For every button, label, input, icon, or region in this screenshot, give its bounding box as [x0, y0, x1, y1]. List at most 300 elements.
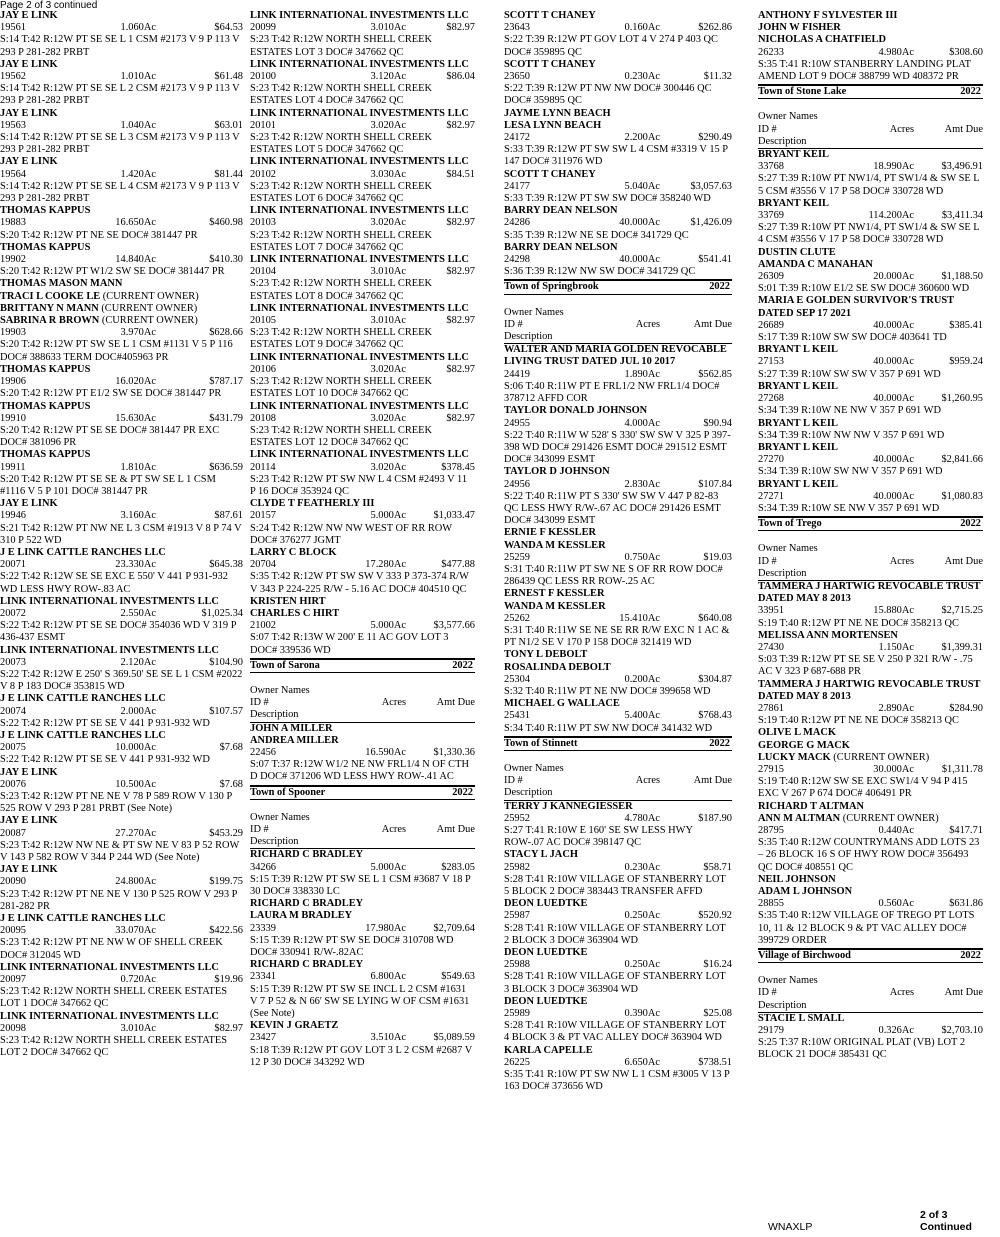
parcel-id-line	[504, 479, 732, 491]
parcel-description: S:23 T:42 R:12W PT SW NW L 4 CSM #2493 V 11 P 16 DOC# 353924 QC	[250, 473, 468, 497]
parcel-id-line	[758, 271, 983, 283]
owner-name: DEON LUEDTKE	[504, 947, 588, 959]
parcel-id: 20704	[250, 559, 276, 571]
parcel-amount-due: $460.98	[209, 217, 243, 229]
parcel-description: S:27 T:39 R:10W PT NW1/4, PT SW1/4 & SW SE L 4 CSM #3556 V 17 P 58 DOC# 330728 WD	[758, 222, 980, 246]
parcel-id: 25988	[504, 959, 530, 971]
parcel-id: 19946	[0, 510, 26, 522]
parcel-id: 20099	[250, 22, 276, 34]
parcel-id: 20087	[0, 827, 26, 839]
parcel-amount-due: $1,311.78	[941, 763, 983, 775]
owner-name: ADAM L JOHNSON	[758, 886, 853, 898]
owner-name: STACIE L SMALL	[758, 1012, 845, 1024]
label-description: Description	[250, 709, 299, 721]
parcel-id: 20108	[250, 412, 276, 424]
parcel-amount-due: $1,025.34	[201, 607, 243, 619]
parcel-acres: 0.750Ac	[624, 551, 660, 563]
parcel-id-line	[0, 876, 243, 888]
parcel-amount-due: $107.57	[209, 705, 243, 717]
parcel-description: S:23 T:42 R:12W NORTH SHELL CREEK ESTATES LOT 12 DOC# 347662 QC	[250, 424, 432, 449]
parcel-acres: 0.160Ac	[624, 22, 660, 34]
parcel-entry	[758, 630, 983, 679]
parcel-description: S:35 T:40 R:12W COUNTRYMANS ADD LOTS 23 – 26 BLOCK 16 S OF HWY ROW DOC# 356493 QC DOC# 408551 QC	[758, 837, 980, 873]
parcel-entry	[250, 59, 475, 108]
parcel-description: S:28 T:41 R:10W VILLAGE OF STANBERRY LOT 5 BLOCK 2 DOC# 383443 TRANSFER AFFD	[504, 873, 726, 898]
owner-name: BRYANT KEIL	[758, 197, 829, 209]
parcel-entry	[250, 352, 475, 401]
parcel-acres: 3.020Ac	[370, 119, 406, 131]
parcel-id-line	[250, 217, 475, 229]
parcel-id-line	[758, 47, 983, 59]
parcel-id: 23339	[250, 922, 276, 934]
parcel-amount-due: $104.90	[209, 656, 243, 668]
owner-name: J E LINK CATTLE RANCHES LLC	[0, 913, 166, 925]
parcel-id-line	[758, 825, 983, 837]
parcel-id-line	[504, 710, 732, 722]
label-owner-names: Owner Names	[250, 811, 310, 823]
parcel-description: S:19 T:40 R:12W PT NE NE DOC# 358213 QC	[758, 617, 959, 629]
parcel-amount-due: $1,260.95	[941, 393, 983, 405]
parcel-entry	[0, 815, 243, 864]
parcel-amount-due: $63.01	[214, 119, 243, 131]
parcel-amount-due: $549.63	[441, 971, 475, 983]
owner-name: ANN M ALTMAN (CURRENT OWNER)	[758, 812, 939, 824]
parcel-entry	[0, 205, 243, 242]
parcel-acres: 33.070Ac	[115, 925, 156, 937]
owner-name: THOMAS KAPPUS	[0, 363, 91, 375]
town-header	[504, 736, 732, 751]
parcel-description: S:35 T:42 R:12W PT SW SW V 333 P 373-374 R/W V 343 P 224-225 R/W - 5.16 AC DOC# 404510 QC	[250, 571, 469, 595]
parcel-description: S:20 T:42 R:12W PT W1/2 SW SE DOC# 381447 PR	[0, 266, 225, 278]
parcel-acres: 24.800Ac	[115, 876, 156, 888]
parcel-id-line	[250, 620, 475, 632]
owner-name: THOMAS KAPPUS	[0, 400, 91, 412]
parcel-acres: 3.020Ac	[370, 461, 406, 473]
parcel-id-line	[0, 559, 243, 571]
column-labels	[250, 812, 475, 850]
parcel-id: 20157	[250, 510, 276, 522]
parcel-description: S:23 T:42 R:12W NORTH SHELL CREEK ESTATES LOT 5 DOC# 347662 QC	[250, 132, 432, 156]
parcel-entry	[250, 1020, 475, 1069]
parcel-amount-due: $87.61	[214, 510, 243, 522]
parcel-description: S:15 T:39 R:12W PT SW SE INCL L 2 CSM #1631 V 7 P 52 & N 66' SW SE LYING W OF CSM #1631 (See Note)	[250, 983, 470, 1020]
parcel-amount-due: $1,188.50	[941, 271, 983, 283]
parcel-amount-due: $2,703.10	[941, 1025, 983, 1037]
parcel-id-line	[504, 22, 732, 34]
parcel-id-line	[0, 413, 243, 425]
parcel-id-line	[504, 181, 732, 193]
parcel-id: 19906	[0, 376, 26, 388]
parcel-id-line	[504, 254, 732, 266]
parcel-amount-due: $628.66	[209, 327, 243, 339]
parcel-entry	[504, 10, 732, 59]
parcel-acres: 0.250Ac	[624, 910, 660, 922]
parcel-id: 34266	[250, 861, 276, 873]
owner-name: ANTHONY F SYLVESTER III	[758, 10, 898, 21]
parcel-entry	[504, 205, 732, 242]
page-header: Page 2 of 3 continued	[0, 0, 98, 11]
parcel-acres: 15.410Ac	[619, 612, 660, 624]
parcel-amount-due: $25.08	[703, 1008, 732, 1020]
parcel-acres: 16.650Ac	[115, 217, 156, 229]
label-acres: Acres	[381, 824, 406, 835]
parcel-description: S:14 T:42 R:12W PT SE SE L 4 CSM #2173 V 9 P 113 V 293 P 281-282 PRBT	[0, 180, 240, 205]
parcel-acres: 0.200Ac	[624, 673, 660, 685]
parcel-entry	[250, 401, 475, 450]
parcel-id: 27861	[758, 702, 784, 714]
parcel-acres: 1.040Ac	[120, 119, 156, 131]
parcel-amount-due: $3,496.91	[941, 161, 983, 173]
parcel-acres: 0.250Ac	[624, 959, 660, 971]
parcel-acres: 1.150Ac	[878, 641, 914, 653]
label-acres: Acres	[635, 775, 660, 787]
parcel-entry	[758, 198, 983, 247]
parcel-entry	[0, 767, 243, 816]
parcel-entry	[0, 1011, 243, 1060]
town-section	[758, 948, 983, 1062]
owner-name: JAY E LINK	[0, 766, 58, 778]
parcel-description: S:22 T:42 R:12W E 250' S 369.50' SE SE L 1 CSM #2022 V 8 P 183 DOC# 353815 WD	[0, 668, 243, 693]
parcel-amount-due: $308.60	[949, 46, 983, 58]
column-4	[758, 10, 983, 1062]
label-description: Description	[758, 567, 807, 579]
parcel-amount-due: $3,577.66	[433, 620, 475, 632]
parcel-id-line	[250, 413, 475, 425]
owner-name: DEON LUEDTKE	[504, 898, 588, 910]
parcel-acres: 3.010Ac	[370, 22, 406, 34]
parcel-amount-due: $562.85	[698, 368, 732, 380]
footer-code: 2 of 3 Continued	[920, 1209, 972, 1233]
parcel-id: 19911	[0, 461, 26, 473]
parcel-description: S:19 T:40 R:12W PT NE NE DOC# 358213 QC	[758, 715, 959, 727]
owner-name: LINK INTERNATIONAL INVESTMENTS LLC	[0, 1010, 219, 1022]
parcel-id: 28795	[758, 825, 784, 836]
owner-name: BARRY DEAN NELSON	[504, 241, 618, 253]
town-header	[250, 785, 475, 800]
parcel-entry	[250, 596, 475, 657]
owner-name: LINK INTERNATIONAL INVESTMENTS LLC	[250, 449, 469, 461]
town-section	[758, 84, 983, 515]
label-row	[504, 775, 732, 787]
town-section	[758, 516, 983, 947]
owner-name: LINK INTERNATIONAL INVESTMENTS LLC	[250, 254, 469, 266]
owner-name: LARRY C BLOCK	[250, 546, 337, 558]
parcel-id: 27153	[758, 356, 784, 368]
owner-name: JAYME LYNN BEACH	[504, 107, 611, 119]
parcel-description: S:14 T:42 R:12W PT SE SE L 1 CSM #2173 V 9 P 113 V 293 P 281-282 PRBT	[0, 34, 240, 58]
column-labels	[758, 111, 983, 149]
owner-name: TERRY J KANNEGIESSER	[504, 800, 633, 812]
parcel-id-line	[250, 22, 475, 34]
parcel-description: S:34 T:39 R:10W NW NW V 357 P 691 WD	[758, 429, 945, 441]
parcel-description: S:20 T:42 R:12W PT E1/2 SW SE DOC# 381447 PR	[0, 388, 222, 400]
parcel-description: S:22 T:42 R:12W SE SE EXC E 550' V 441 P 931-932 WD LESS HWY ROW-.83 AC	[0, 571, 228, 595]
owner-name: KRISTEN HIRT	[250, 595, 326, 607]
parcel-description: S:19 T:40 R:12W SW SE EXC SW1/4 V 94 P 415 EXC V 267 P 674 DOC# 406491 PR	[758, 776, 968, 800]
parcel-amount-due: $7.68	[219, 742, 243, 754]
parcel-description: S:24 T:42 R:12W NW NW WEST OF RR ROW DOC# 376277 JGMT	[250, 522, 452, 546]
label-owner-names: Owner Names	[758, 111, 818, 123]
parcel-id-line	[250, 315, 475, 327]
label-owner-names: Owner Names	[504, 306, 564, 318]
owner-name: J E LINK CATTLE RANCHES LLC	[0, 729, 166, 741]
parcel-amount-due: $3,411.34	[941, 210, 983, 222]
owner-name: NICHOLAS A CHATFIELD	[758, 34, 886, 46]
parcel-acres: 27.270Ac	[115, 827, 156, 839]
parcel-amount-due: $1,399.31	[941, 641, 983, 653]
label-id: ID #	[250, 824, 269, 835]
parcel-entry	[758, 247, 983, 296]
parcel-amount-due: $1,426.09	[690, 217, 732, 229]
parcel-entry	[0, 730, 243, 767]
parcel-description: S:22 T:42 R:12W PT SE SE DOC# 354036 WD V 319 P 436-437 ESMT	[0, 620, 237, 644]
parcel-description: S:23 T:42 R:12W NORTH SHELL CREEK ESTATES LOT 6 DOC# 347662 QC	[250, 180, 432, 205]
parcel-acres: 6.800Ac	[370, 971, 406, 983]
owner-name: LINK INTERNATIONAL INVESTMENTS LLC	[0, 644, 219, 656]
owner-name: LINK INTERNATIONAL INVESTMENTS LLC	[250, 302, 469, 314]
parcel-entry	[504, 242, 732, 279]
parcel-id: 25262	[504, 612, 530, 624]
town-name: Town of Stone Lake	[758, 86, 847, 98]
label-acres: Acres	[635, 318, 660, 330]
parcel-amount-due: $283.05	[441, 861, 475, 873]
parcel-description: S:06 T:40 R:11W PT E FRL1/2 NW FRL1/4 DOC# 378712 AFFD COR	[504, 380, 720, 405]
parcel-id: 19902	[0, 254, 26, 266]
parcel-description: S:35 T:41 R:10W STANBERRY LANDING PLAT AMEND LOT 9 DOC# 388799 WD 408372 PR	[758, 58, 971, 83]
parcel-entry	[504, 698, 732, 735]
owner-name: WALTER AND MARIA GOLDEN REVOCABLE LIVING TRUST DATED JUL 10 2017	[504, 344, 727, 368]
owner-name: LINK INTERNATIONAL INVESTMENTS LLC	[250, 58, 469, 70]
owner-name: LINK INTERNATIONAL INVESTMENTS LLC	[250, 107, 469, 119]
owner-note: (CURRENT OWNER)	[99, 315, 198, 327]
parcel-entry	[758, 479, 983, 516]
parcel-acres: 3.020Ac	[370, 363, 406, 375]
owner-name: TONY L DEBOLT	[504, 649, 588, 661]
parcel-id: 25259	[504, 551, 530, 563]
parcel-id: 24172	[504, 132, 530, 144]
parcel-entry	[250, 205, 475, 254]
parcel-entry	[0, 864, 243, 913]
parcel-id: 19564	[0, 168, 26, 180]
parcel-acres: 0.440Ac	[878, 825, 914, 836]
parcel-acres: 3.010Ac	[120, 1022, 156, 1034]
parcel-entry	[758, 1013, 983, 1062]
parcel-id: 24956	[504, 478, 530, 490]
parcel-acres: 40.000Ac	[873, 490, 914, 502]
owner-name: GEORGE G MACK	[758, 739, 850, 751]
parcel-acres: 5.000Ac	[370, 861, 406, 873]
label-amt-due: Amt Due	[944, 987, 983, 999]
parcel-acres: 1.420Ac	[120, 168, 156, 180]
parcel-amount-due: $645.38	[209, 559, 243, 571]
label-row	[758, 124, 983, 136]
tax-year: 2022	[960, 950, 981, 962]
parcel-id-line	[758, 454, 983, 466]
parcel-id-line	[0, 925, 243, 937]
parcel-description: S:23 T:42 R:12W NORTH SHELL CREEK ESTATES LOT 3 DOC# 347662 QC	[250, 34, 432, 58]
parcel-id: 20075	[0, 742, 26, 754]
parcel-acres: 16.020Ac	[115, 376, 156, 388]
owner-name: JAY E LINK	[0, 864, 58, 876]
label-row	[758, 556, 983, 568]
parcel-entry	[250, 10, 475, 59]
parcel-acres: 0.230Ac	[624, 861, 660, 873]
parcel-description: S:31 T:40 R:11W PT SW NE S OF RR ROW DOC# 286439 QC LESS RR ROW-.25 AC	[504, 563, 723, 588]
column-1	[0, 10, 243, 1059]
parcel-id: 20076	[0, 778, 26, 790]
parcel-id: 24177	[504, 180, 530, 192]
parcel-id: 19903	[0, 327, 26, 339]
parcel-entry	[0, 108, 243, 157]
label-description: Description	[758, 999, 807, 1011]
owner-name: DEON LUEDTKE	[504, 995, 588, 1007]
parcel-amount-due: $3,057.63	[690, 180, 732, 192]
parcel-acres: 5.000Ac	[370, 510, 406, 522]
owner-name: JAY E LINK	[0, 815, 58, 827]
parcel-amount-due: $284.90	[949, 702, 983, 714]
parcel-amount-due: $58.71	[703, 861, 732, 873]
owner-name: LINK INTERNATIONAL INVESTMENTS LLC	[0, 595, 219, 607]
parcel-entry	[758, 801, 983, 874]
parcel-acres: 10.000Ac	[115, 742, 156, 754]
owner-name: SCOTT T CHANEY	[504, 58, 596, 70]
owner-name: ERNIE F KESSLER	[504, 527, 597, 539]
label-acres: Acres	[889, 555, 914, 567]
parcel-description: S:07 T:42 R:13W W 200' E 11 AC GOV LOT 3 DOC# 339536 WD	[250, 632, 449, 656]
parcel-id-line	[504, 552, 732, 564]
parcel-entry	[504, 405, 732, 466]
parcel-amount-due: $11.32	[703, 71, 732, 83]
parcel-description: S:22 T:42 R:12W PT SE SE V 441 P 931-932 WD	[0, 717, 210, 729]
parcel-acres: 5.400Ac	[624, 710, 660, 722]
parcel-id-line	[0, 657, 243, 669]
parcel-id: 20073	[0, 656, 26, 668]
parcel-description: S:22 T:39 R:12W PT GOV LOT 4 V 274 P 403 QC DOC# 359895 QC	[504, 34, 718, 58]
owner-name: BRYANT L KEIL	[758, 380, 838, 392]
label-id: ID #	[504, 318, 523, 330]
tax-year: 2022	[452, 786, 473, 798]
parcel-id-line	[0, 779, 243, 791]
parcel-description: S:23 T:42 R:12W PT NE NW W OF SHELL CREEK DOC# 312045 WD	[0, 937, 223, 961]
parcel-id-line	[504, 813, 732, 825]
parcel-description: S:15 T:39 R:12W PT SW SE L 1 CSM #3687 V 18 P 30 DOC# 338330 LC	[250, 873, 471, 898]
parcel-id: 27915	[758, 763, 784, 775]
owner-name: STACY L JACH	[504, 849, 578, 861]
parcel-entry	[504, 527, 732, 588]
parcel-acres: 23.330Ac	[115, 559, 156, 571]
owner-name: WANDA M KESSLER	[504, 539, 606, 551]
parcel-id-line	[0, 254, 243, 266]
town-header	[758, 948, 983, 963]
parcel-amount-due: $19.96	[214, 974, 243, 986]
parcel-acres: 17.280Ac	[365, 559, 406, 571]
owner-name: LINK INTERNATIONAL INVESTMENTS LLC	[250, 156, 469, 168]
owner-name: NEIL JOHNSON	[758, 873, 836, 885]
parcel-amount-due: $1,080.83	[941, 490, 983, 502]
parcel-id: 20074	[0, 705, 26, 717]
parcel-entry	[250, 959, 475, 1020]
parcel-id-line	[504, 1057, 732, 1069]
parcel-description: S:34 T:39 R:10W NE NW V 357 P 691 WD	[758, 405, 941, 417]
parcel-acres: 3.030Ac	[370, 168, 406, 180]
parcel-entry	[250, 449, 475, 498]
owner-name: TAMMERA J HARTWIG REVOCABLE TRUST DATED MAY 8 2013	[758, 678, 981, 702]
parcel-acres: 0.326Ac	[878, 1025, 914, 1037]
parcel-entry	[0, 498, 243, 547]
parcel-entry	[758, 727, 983, 800]
parcel-description: S:28 T:41 R:10W VILLAGE OF STANBERRY LOT 2 BLOCK 3 DOC# 363904 WD	[504, 922, 726, 946]
label-acres: Acres	[889, 987, 914, 999]
owner-name: BRYANT KEIL	[758, 149, 829, 161]
parcel-id: 26309	[758, 271, 784, 283]
parcel-amount-due: $199.75	[209, 876, 243, 888]
parcel-entry	[0, 547, 243, 596]
parcel-id-line	[758, 161, 983, 173]
parcel-acres: 14.840Ac	[115, 254, 156, 266]
parcel-id: 28855	[758, 898, 784, 910]
parcel-id: 24955	[504, 417, 530, 429]
parcel-id-line	[758, 642, 983, 654]
parcel-entry	[504, 466, 732, 527]
label-owner-names: Owner Names	[250, 684, 310, 696]
owner-name: TRACI L COOKE LE (CURRENT OWNER)	[0, 290, 199, 302]
owner-name: BRITTANY N MANN (CURRENT OWNER)	[0, 302, 198, 314]
parcel-acres: 2.120Ac	[120, 656, 156, 668]
parcel-acres: 0.230Ac	[624, 71, 660, 83]
tax-year: 2022	[960, 518, 981, 530]
parcel-entry	[758, 418, 983, 442]
parcel-id-line	[758, 703, 983, 715]
parcel-description: S:20 T:42 R:12W PT SE SE & PT SW SE L 1 CSM #1116 V 5 P 101 DOC# 381447 PR	[0, 473, 216, 497]
label-id: ID #	[504, 775, 523, 787]
parcel-description: S:28 T:41 R:10W VILLAGE OF STANBERRY LOT 3 BLOCK 3 DOC# 363904 WD	[504, 971, 726, 995]
parcel-id: 20098	[0, 1022, 26, 1034]
parcel-amount-due: $107.84	[698, 478, 732, 490]
parcel-entry	[250, 156, 475, 205]
owner-name: JAY E LINK	[0, 498, 58, 510]
owner-note: (CURRENT OWNER)	[830, 751, 930, 763]
parcel-amount-due: $82.97	[446, 119, 475, 131]
label-owner-names: Owner Names	[758, 543, 818, 555]
parcel-id: 19563	[0, 119, 26, 131]
parcel-entry	[504, 898, 732, 947]
parcel-description: S:15 T:39 R:12W PT SW SE DOC# 310708 WD DOC# 330941 R/W-.82AC	[250, 934, 454, 959]
parcel-acres: 15.630Ac	[115, 412, 156, 424]
label-row	[250, 697, 475, 709]
label-id: ID #	[758, 555, 777, 567]
parcel-id: 25982	[504, 861, 530, 873]
parcel-id: 20071	[0, 559, 26, 571]
parcel-id-line	[0, 974, 243, 986]
parcel-amount-due: $304.87	[698, 673, 732, 685]
parcel-description: S:23 T:42 R:12W NORTH SHELL CREEK ESTATES LOT 7 DOC# 347662 QC	[250, 229, 432, 253]
parcel-entry	[758, 442, 983, 479]
parcel-id: 23427	[250, 1032, 276, 1044]
parcel-id-line	[250, 71, 475, 83]
parcel-id: 23650	[504, 71, 530, 83]
parcel-entry	[504, 344, 732, 405]
parcel-acres: 0.720Ac	[120, 974, 156, 986]
label-row	[758, 987, 983, 999]
label-id: ID #	[758, 123, 777, 135]
label-row	[250, 824, 475, 836]
parcel-description: S:23 T:42 R:12W NORTH SHELL CREEK ESTATES LOT 1 DOC# 347662 QC	[0, 986, 228, 1010]
parcel-id: 20102	[250, 168, 276, 180]
parcel-id-line	[250, 120, 475, 132]
parcel-id-line	[250, 862, 475, 874]
parcel-acres: 40.000Ac	[873, 393, 914, 405]
owner-name: RICHARD T ALTMAN	[758, 800, 865, 812]
